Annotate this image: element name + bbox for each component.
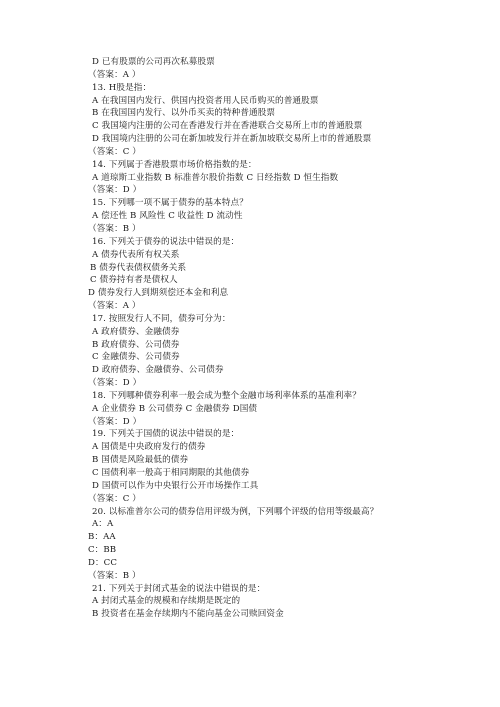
option-line: A 在我国国内发行、供国内投资者用人民币购买的普通股票 bbox=[92, 95, 319, 106]
question-line: 19. 下列关于国债的说法中错误的是： bbox=[92, 429, 240, 440]
question-line: 16. 下列关于债券的说法中错误的是： bbox=[92, 236, 240, 247]
option-line: B 在我国国内发行、以外币买卖的特种普通股票 bbox=[92, 108, 276, 119]
option-line: A：A bbox=[92, 519, 114, 530]
option-line: D 我国境内注册的公司在新加坡发行并在新加坡联交易所上市的普通股票 bbox=[92, 134, 372, 145]
question-line: 21. 下列关于封闭式基金的说法中错误的是： bbox=[92, 583, 266, 594]
option-line: B 国债是风险最低的债券 bbox=[92, 455, 189, 466]
answer-line: （答案：C ） bbox=[88, 146, 141, 157]
answer-line: （答案：D ） bbox=[88, 185, 142, 196]
question-line: 15. 下列哪一项不属于债券的基本特点？ bbox=[92, 198, 248, 209]
option-line: D 债券发行人到期须偿还本金和利息 bbox=[88, 288, 229, 299]
option-line: C：BB bbox=[88, 545, 117, 556]
option-line: D 国债可以作为中央银行公开市场操作工具 bbox=[92, 480, 259, 491]
question-line: 14. 下列属于香港股票市场价格指数的是： bbox=[92, 159, 257, 170]
answer-line: （答案：B ） bbox=[88, 223, 141, 234]
option-line: B 政府债券、公司债券 bbox=[92, 339, 180, 350]
option-line: A 政府债券、金融债券 bbox=[92, 326, 180, 337]
option-line: D 政府债券、金融债券、公司债券 bbox=[92, 365, 224, 376]
option-line: C 金融债券、公司债券 bbox=[92, 352, 180, 363]
option-line: C 国债利率一般高于相同期限的其他债券 bbox=[92, 468, 250, 478]
option-line: C 债券持有者是债权人 bbox=[90, 275, 178, 286]
answer-line: （答案：A ） bbox=[88, 69, 141, 80]
answer-line: （答案：B ） bbox=[88, 570, 141, 581]
option-line: B：AA bbox=[88, 532, 116, 543]
answer-line: （答案：D ） bbox=[88, 416, 142, 427]
answer-line: （答案：A ） bbox=[88, 301, 141, 312]
question-line: 13. H股是指： bbox=[92, 82, 152, 93]
question-line: 18. 下列哪种债券利率一般会成为整个金融市场利率体系的基准利率？ bbox=[92, 390, 361, 401]
document-page bbox=[0, 56, 500, 621]
question-line: 17. 按照发行人不同，债券可分为： bbox=[92, 313, 231, 324]
answer-line: （答案：D ） bbox=[88, 378, 142, 389]
question-line: 20. 以标准普尔公司的债券信用评级为例，下列哪个评级的信用等级最高？ bbox=[92, 506, 379, 517]
option-line: B 投资者在基金存续期内不能向基金公司赎回资金 bbox=[92, 609, 284, 620]
option-line: A 偿还性 B 风险性 C 收益性 D 流动性 bbox=[92, 211, 243, 222]
text-line: D 已有股票的公司再次私募股票 bbox=[92, 57, 215, 67]
option-line: D：CC bbox=[88, 557, 118, 568]
option-line: A 国债是中央政府发行的债券 bbox=[92, 442, 206, 453]
option-line: B 债券代表债权债务关系 bbox=[90, 262, 187, 273]
option-line: A 企业债券 B 公司债券 C 金融债券 D国债 bbox=[92, 403, 258, 414]
option-line: A 封闭式基金的规模和存续期是既定的 bbox=[92, 596, 241, 607]
option-line: C 我国境内注册的公司在香港发行并在香港联合交易所上市的普通股票 bbox=[92, 121, 363, 132]
answer-line: （答案：C ） bbox=[88, 493, 141, 504]
option-line: A 道琼斯工业指数 B 标准普尔股价指数 C 日经指数 D 恒生指数 bbox=[92, 172, 339, 183]
option-line: A 债券代表所有权关系 bbox=[92, 249, 180, 260]
